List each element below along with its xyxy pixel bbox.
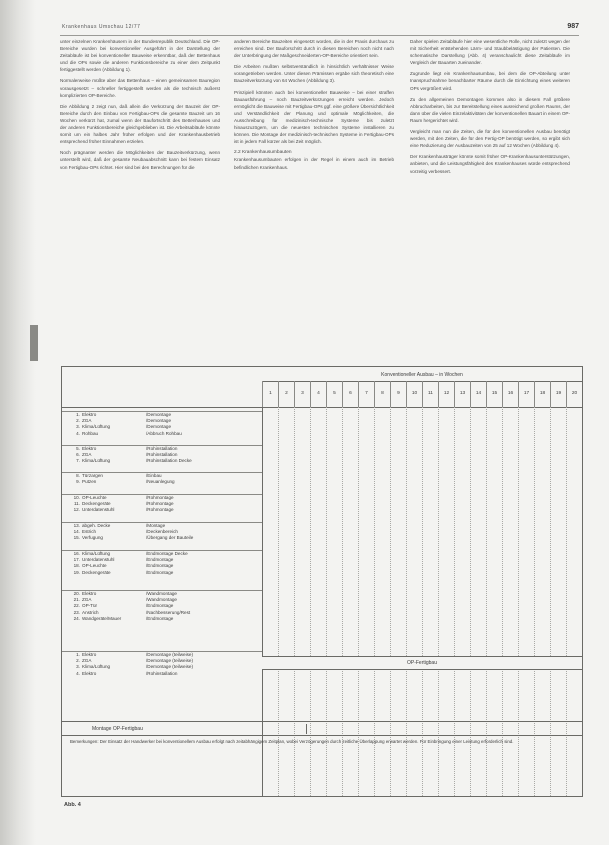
paragraph: Krankenhausumbauten erfolgen in der Regel in einem auch im Betrieb befindlichen Krankenhaus. (234, 157, 394, 170)
paragraph: Noch prägnanter werden die Möglichkeiten der Bauzeitverkürzung, wenn unterstellt wird, daß der gesamte Neubauabschnitt kann bei festem Einsatz von Fertigbau-OPs richtet. Hier sind bei den Berechnungen für die (60, 150, 220, 170)
task-trade: ZGA (82, 658, 92, 664)
week-number: 2 (278, 381, 294, 407)
task-trade: ZGA (82, 597, 92, 603)
task-number: 21. (73, 597, 80, 603)
week-number: 14 (470, 381, 486, 407)
task-number: 8. (76, 473, 80, 478)
paragraph: Daher spielen Zeitabläufe hier eine wesentliche Rolle, nicht zuletzt wegen der mit Sicherheit entstehenden Lärm- und Staubbelästigung der Patienten. Die schematische Darstellung (Abb. 4) veranschaulicht diese Zeitabläufe im Vergleich der Bauarten zueinander. (410, 39, 570, 66)
task-number: 20. (73, 591, 80, 596)
week-number: 12 (438, 381, 454, 407)
week-number: 15 (486, 381, 502, 407)
task-number: 6. (76, 452, 80, 458)
paragraph: Normalerweise müßte aber das Bettenhaus – einen gemeinsamen Bauregion vorausgesetzt – schneller fertiggestellt werden als die technisch äußerst komplizierten OP-Bereiche. (60, 78, 220, 98)
task-number: 9. (76, 479, 80, 485)
week-number: 1 (262, 381, 278, 407)
task-work: /Demontage (146, 424, 172, 430)
week-number: 10 (406, 381, 422, 407)
task-number: 15. (73, 535, 80, 541)
task-number: 5. (76, 446, 80, 451)
task-trade: Deckengeräte (82, 569, 111, 575)
montage-row (62, 721, 582, 736)
task-number: 11. (73, 501, 80, 507)
week-number: 7 (358, 381, 374, 407)
task-group (62, 411, 262, 437)
figure-header (62, 367, 582, 408)
paragraph: Die Arbeiten mußten selbstverständlich in hinsichtlich verhältnisser Weise vorangetrieben werden. Unter diesen Prämissen ergäbe sich theoretisch eine Bauzeitverkürzung von 64 Wochen (Abbildung 3). (234, 64, 394, 84)
task-trade: Elektro (82, 412, 97, 417)
task-number: 22. (73, 603, 80, 609)
montage-label: Montage OP-Fertigbau (92, 726, 143, 732)
task-number: 19. (73, 569, 80, 575)
week-number: 6 (342, 381, 358, 407)
task-trade: Unterdatenstuhl (82, 507, 115, 513)
task-work: /Einbau (146, 473, 162, 478)
task-trade: Verfugung (82, 535, 103, 541)
task-trade: ZGA (82, 452, 92, 458)
task-number: 24. (73, 615, 80, 621)
task-number: 7. (76, 458, 80, 464)
task-row (62, 507, 262, 513)
task-work: /Neuanlegung (146, 479, 175, 485)
task-work: /Nachbesserung/Rest (146, 609, 191, 615)
task-group (62, 472, 262, 485)
task-row (62, 616, 262, 622)
task-group (62, 651, 262, 677)
task-work: /Demontage (teilweise) (146, 652, 193, 657)
task-work: /Wandmontage (146, 591, 177, 596)
task-trade: Klima/Lüftung (82, 458, 111, 464)
task-work: /Rohinstallation Decke (146, 458, 192, 464)
page-header (60, 23, 579, 36)
task-trade: Klima/Lüftung (82, 664, 111, 670)
week-number: 4 (310, 381, 326, 407)
week-number: 5 (326, 381, 342, 407)
task-group (62, 494, 262, 514)
task-number: 10. (73, 495, 80, 500)
task-trade: Anstrich (82, 609, 99, 615)
week-number: 16 (502, 381, 518, 407)
task-work: /Rohmontage (146, 507, 174, 513)
task-trade: ZGA (82, 418, 92, 424)
week-number: 17 (518, 381, 534, 407)
task-row (62, 570, 262, 576)
paragraph: Der Krankenhausträger könnte somit früher OP-Krankenhausunterstützungen, anbieten, und die Leistungsfähigkeit des Krankenhauses würde entsprechend vorzeitig verbessert. (410, 154, 570, 174)
week-scale (262, 381, 582, 407)
week-number: 3 (294, 381, 310, 407)
task-trade: OP-Leuchte (82, 495, 107, 500)
task-trade: Putzen (82, 479, 97, 485)
task-number: 23. (73, 609, 80, 615)
task-work: /Demontage (146, 412, 172, 417)
task-work: /Endmontage (146, 603, 174, 609)
task-number: 3. (76, 664, 80, 670)
task-row (62, 479, 262, 485)
task-work: /Deckenbereich (146, 529, 178, 535)
figure-caption: Abb. 4 (64, 802, 81, 808)
task-trade: Elektro (82, 446, 97, 451)
book-spine-shadow (0, 0, 36, 845)
task-number: 2. (76, 658, 80, 664)
task-trade: Deckengeräte (82, 501, 111, 507)
paragraph: anderen Bereiche Bauzeiten eingesetzt worden, die in der Praxis durchaus zu erreichen sind. Der Bauforschritt durch in diesen Bereichen noch nicht nach der Unterbringung der Maßgeschneiderten-OP-Bereiche orientiert sein. (234, 39, 394, 59)
week-number: 13 (454, 381, 470, 407)
task-work: /Endmontage (146, 557, 174, 563)
page-number: 987 (567, 23, 579, 30)
task-number: 2. (76, 418, 80, 424)
task-trade: Unterdatenstuhl (82, 557, 115, 563)
schedule-figure (61, 366, 583, 797)
task-work: /Demontage (teilweise) (146, 664, 193, 670)
task-number: 16. (73, 551, 80, 556)
task-work: /Rohmontage (146, 495, 174, 500)
task-work: /Wandmontage (146, 597, 177, 603)
paragraph: Die Abbildung 2 zeigt nun, daß allein die Verkürzung der Bauzeit der OP-Bereiche durch den Einbau von Fertigbau-OPs die gesamte Bauzeit um 16 Wochen verkürzt hat, zumal wenn der Baufortschritt des Bettenhauses und der anderen Funktionsbereiche gleichgeblieben ist. Die Arbeitsabläufe könnte somit um ein halbes Jahr früher erfolgen und der Krankenhausbetrieb entsprechend früher Einnahmen erzielen. (60, 103, 220, 145)
task-number: 1. (76, 412, 80, 417)
task-number: 3. (76, 424, 80, 430)
journal-title: Krankenhaus Umschau 12/77 (62, 24, 141, 30)
section-heading: 2.2 Krankenhausumbauten (234, 150, 292, 156)
task-work: /Endmontage Decke (146, 551, 188, 556)
task-work: /Montage (146, 523, 166, 528)
week-number: 18 (534, 381, 550, 407)
task-group (62, 550, 262, 576)
task-work: /Endmontage (146, 569, 174, 575)
task-number: 4. (76, 430, 80, 436)
paragraph: Zugrunde liegt ein Krankenhausumbau, bei dem die OP-Abteilung unter Inanspruchnahme benachbarter Räume durch die Einrichtung eines weiteren OPs vergrößert wird. (410, 71, 570, 91)
task-number: 4. (76, 670, 80, 676)
task-row (62, 431, 262, 437)
montage-marker (306, 724, 310, 734)
text-column-1 (60, 38, 220, 175)
paragraph: Vergleicht man nun die Zeiten, die für den konventionellen Ausbau benötigt werden, mit den Zeiten, die für den Fertig-OP benötigt werden, so ergibt sich eine Reduzierung der Ausbauzeiten von 25 auf 12 Wochen (Abbildung 4). (410, 129, 570, 149)
task-trade: Klima/Lüftung (82, 424, 111, 430)
task-trade: Elektro (82, 670, 97, 676)
task-trade: OP-Tür (82, 603, 98, 609)
task-work: /Rohinstallation (146, 446, 178, 451)
paragraph: unter einzelnen Krankenhäusern in der Bundesrepublik Deutschland. Die OP-Bereiche wurden bei konventioneller Ausgeführt in der Darstellung der Zeitabläufe ist bei konventioneller Bauweise erkenntbar, daß der Bettenhaus und die OPs sowie die anderen Funktionsbereiche zu einer dem Zeitpunkt fertiggestellt werden (Abbildung 1). (60, 39, 220, 73)
paragraph: Zu den allgemeinen Demontagen kommen also in diesem Fall größere Abbrucharbeiten, bis zur Bereitstellung eines ausreichend großen Raums, der dann über die vielen Einzelaktivitäten der konventionellen Bauart in einem OP-Raum hergerichtet wird. (410, 96, 570, 123)
task-number: 1. (76, 652, 80, 657)
task-trade: Wandgeräte/Mauer (82, 615, 122, 621)
week-number: 20 (566, 381, 582, 407)
timeline-label: Konventioneller Ausbau – in Wochen (262, 369, 582, 382)
task-number: 18. (73, 563, 80, 569)
page-edge-mark (30, 325, 38, 361)
paragraph: Prinzipiell könnten auch bei konventioneller Bauweise – bei einer straffen Bauausführung – noch Bauzeitverkürzungen erreicht werden. Jedoch ermöglicht die Bauweise mit Fertigbau-OPs ggf. eine größere Übersichtlichkeit und Verständlichkeit der Planung und optimale Möglichkeiten, die Ausschreibung für medizinisch-technische Systeme bis zuletzt hinauszuzögern, um die neuesten technischen Systeme installieren zu können. Die Montage der medizinisch-technischen Systeme in Fertigbau-OPs ist in jedem Fall kürzer als bei Zeit möglich. (234, 89, 394, 145)
task-work: /Demontage (teilweise) (146, 658, 193, 664)
task-work: /Abbruch Rohbau (146, 430, 182, 436)
figure-note: Bemerkungen: Der Einsatz der Handwerker bei konventionellem Ausbau erfolgt nach zeitabhängigem Zeitplan, wobei Verzögerungen durch zeitliche Überlappung erwartet werden. Für Einbringung einer Leistung erforderlich sind. (62, 735, 582, 755)
task-trade: Türzargen (82, 473, 103, 478)
task-trade: Estrich (82, 529, 97, 535)
task-group (62, 445, 262, 465)
task-row (62, 671, 262, 677)
task-work: /Übergang der Bauteile (146, 535, 194, 541)
task-work: /Demontage (146, 418, 172, 424)
week-number: 8 (374, 381, 390, 407)
task-group (62, 522, 262, 542)
task-number: 14. (73, 529, 80, 535)
task-work: /Endmontage (146, 615, 174, 621)
task-trade: Rohbau (82, 430, 99, 436)
op-fertigbau-label: OP-Fertigbau (262, 656, 582, 670)
task-trade: Klima/Lüftung (82, 551, 111, 556)
task-number: 13. (73, 523, 80, 528)
task-number: 12. (73, 507, 80, 513)
task-trade: Elektro (82, 652, 97, 657)
week-number: 9 (390, 381, 406, 407)
task-trade: abgeh. Decke (82, 523, 111, 528)
text-column-3 (410, 38, 570, 179)
task-row (62, 458, 262, 464)
task-group (62, 590, 262, 622)
task-trade: Elektro (82, 591, 97, 596)
task-work: /Rohmontage (146, 501, 174, 507)
task-row (62, 535, 262, 541)
task-work: /Rohinstallation (146, 452, 178, 458)
week-number: 19 (550, 381, 566, 407)
task-work: /Rohinstallation (146, 670, 178, 676)
task-work: /Endmontage (146, 563, 174, 569)
text-column-2 (234, 38, 394, 175)
week-number: 11 (422, 381, 438, 407)
task-number: 17. (73, 557, 80, 563)
task-trade: OP-Leuchte (82, 563, 107, 569)
